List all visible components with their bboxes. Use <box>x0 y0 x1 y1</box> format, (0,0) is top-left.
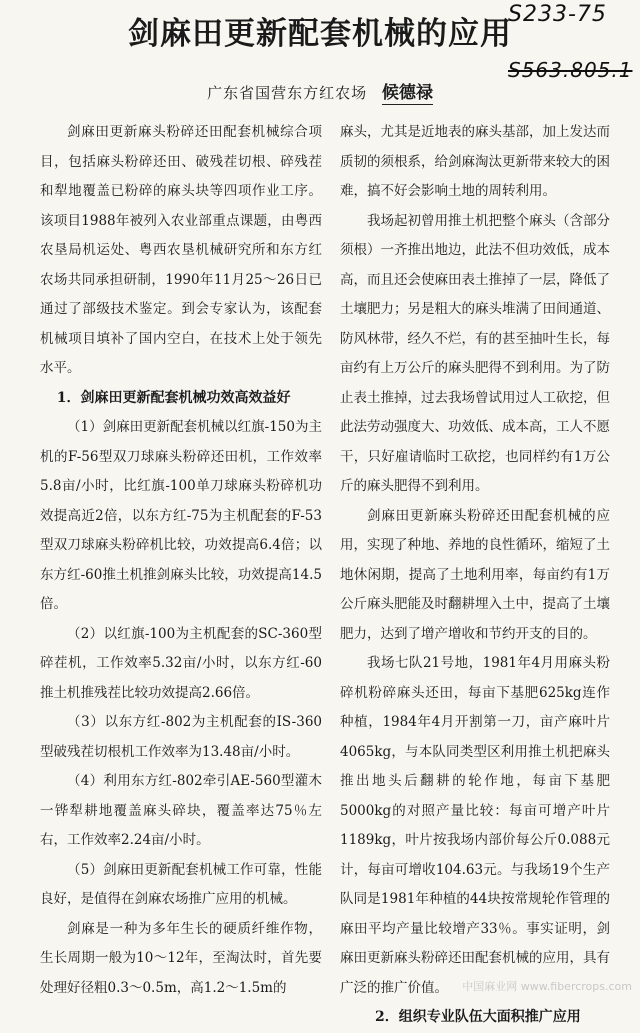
paragraph-old-method: 我场起初曾用推土机把整个麻头（含部分须根）一齐推出地边，此法不但功效低，成本高，而且还会使麻田表土推掉了一层，降低了土壤肥力；另是粗大的麻头堆满了田间通道、防风林带，经久不烂，有的甚至抽叶生长，每亩约有上万公斤的麻头肥得不到利用。为了防止表土推掉，过去我场曾试用过人工砍挖，但此法劳动强度大、功效低、成本高，工人不愿干，只好雇请临时工砍挖，也同样约有1万公斤的麻头肥得不到利用。 <box>340 212 610 494</box>
right-column <box>340 118 610 1033</box>
section-heading-2: 2．组织专业队伍大面积推广应用 <box>375 1009 581 1025</box>
paragraph-intro: 剑麻田更新麻头粉碎还田配套机械综合项目，包括麻头粉碎还田、破残茬切根、碎残茬和犁地覆盖已粉碎的麻头块等四项作业工序。该项目1988年被列入农业部重点课题，由粤西农垦局机运处、粤西农垦机械研究所和东方红农场共同承担研制，1990年11月25～26日已通过了部级技术鉴定。到会专家认为，该配套机械项目填补了国内空白，在技术上处于领先水平。 <box>40 124 322 376</box>
article-title: 剑麻田更新配套机械的应用 <box>128 16 512 52</box>
paragraph-item-3: （3）以东方红-802为主机配套的IS-360型破残茬切根机工作效率为13.48亩/小时。 <box>40 714 322 760</box>
handwritten-catalog-number: S233-75 <box>508 2 607 27</box>
paragraph-item-2: （2）以红旗-100为主机配套的SC-360型碎茬机，工作效率5.32亩/小时，以东方红-60推土机推残茬比较功效提高2.66倍。 <box>40 625 322 701</box>
section-heading-1: 1．剑麻田更新配套机械功效高效益好 <box>56 389 291 406</box>
paragraph-sisal-background: 剑麻是一种为多年生长的硬质纤维作物，生长周期一般为10～12年，至淘汰时，首先要处理好径粗0.3～0.5m，高1.2～1.5m的 <box>40 920 322 996</box>
paragraph-item-5: （5）剑麻田更新配套机械工作可靠，性能良好，是值得在剑麻农场推广应用的机械。 <box>40 861 322 907</box>
author-name: 候德禄 <box>381 83 433 103</box>
author-organization: 广东省国营东方红农场 <box>207 84 368 102</box>
left-column <box>40 118 322 1003</box>
site-watermark: 中国麻业网 www.fibercrops.com <box>462 980 632 993</box>
paragraph-item-4: （4）利用东方红-802牵引AE-560型灌木一铧犁耕地覆盖麻头碎块，覆盖率达75％左右，工作效率2.24亩/小时。 <box>40 773 322 848</box>
paragraph-item-1: （1）剑麻田更新配套机械以红旗-150为主机的F-56型双刀球麻头粉碎还田机，工作效率5.8亩/小时，比红旗-100单刀球麻头粉碎机功效提高近2倍，以东方红-75为主机配套的F-53型双刀球麻头粉碎机比较，功效提高6.4倍；以东方红-60推土机推剑麻头比较，功效提高14.5倍。 <box>40 419 322 612</box>
paragraph-continued: 麻头，尤其是近地表的麻头基部，加上发达而质韧的须根系，给剑麻淘汰更新带来较大的困难，搞不好会影响土地的周转利用。 <box>340 124 610 199</box>
byline <box>0 78 640 103</box>
handwritten-classification-number: S563.805.1 <box>508 58 633 82</box>
paragraph-field-trial: 我场七队21号地，1981年4月用麻头粉碎机粉碎麻头还田，每亩下基肥625kg连作种植，1984年4月开割第一刀，亩产麻叶片4065kg，与本队同类型区利用推土机把麻头推出地头后翻耕的轮作地，每亩下基肥5000kg的对照产量比较：每亩可增产叶片1189kg，叶片按我场内部价每公斤0.088元计，每亩可增收104.63元。与我场19个生产队同是1981年种植的44块按常规轮作管理的麻田平均产量比较增产33％。事实证明，剑麻田更新麻头粉碎还田配套机械的应用，具有广泛的推广价值。 <box>340 655 610 996</box>
paragraph-benefits: 剑麻田更新麻头粉碎还田配套机械的应用，实现了种地、养地的良性循环，缩短了土地休闲期，提高了土地利用率，每亩约有1万公斤麻头肥能及时翻耕埋入土中，提高了土壤肥力，达到了增产增收和节约开支的目的。 <box>340 507 610 642</box>
